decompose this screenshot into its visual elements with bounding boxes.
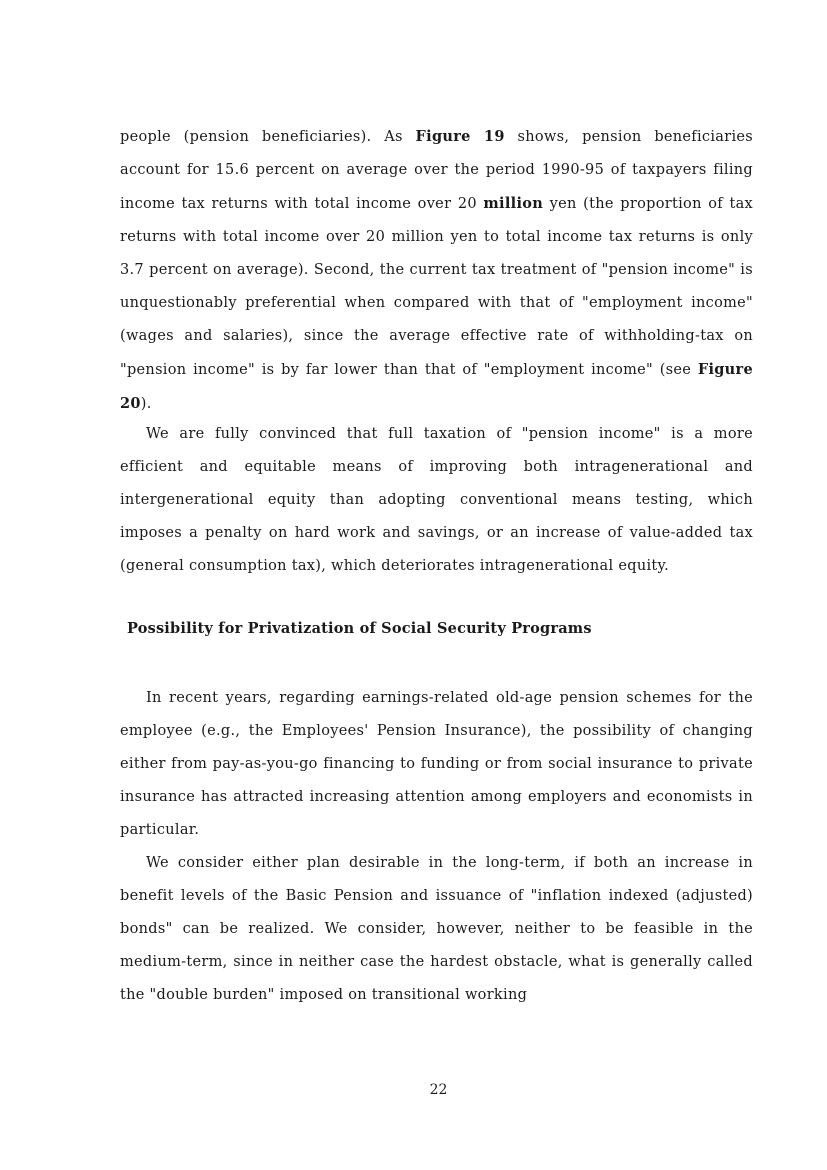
- figure-reference: Figure 19: [415, 128, 505, 145]
- figure-reference: Figure 20: [120, 361, 753, 412]
- page-number: 22: [429, 1082, 448, 1098]
- paragraph-text: yen (the proportion of tax returns with total income over 20 million yen to total income tax returns is only 3.7 percent on average). Second, the current tax treatment of "pension income" is unquestionably preferential when compared with that of "employment income" (wages and salaries), since the average effective rate of withholding-tax on "pension income" is by far lower than that of "employment income" (see: [120, 196, 753, 378]
- section-heading: Possibility for Privatization of Social Security Programs: [127, 620, 592, 637]
- paragraph-full-taxation: We are fully convinced that full taxation of "pension income" is a more efficient and equitable means of improving both intragenerational and intergenerational equity than adopting conventional means testing, which imposes a penalty on hard work and savings, or an increase of value-added tax (general consumption tax), which deteriorates intragenerational equity.: [120, 426, 753, 574]
- bold-term: million: [483, 195, 544, 212]
- paragraph-text: shows, pension beneficiaries account for 15.6 percent on average over the period 1990-95 of taxpayers filing income tax returns with total income over 20: [120, 129, 754, 212]
- paragraph-text: people (pension beneficiaries). As: [120, 129, 416, 145]
- paragraph-pension-beneficiaries: [120, 120, 753, 421]
- paragraph-text: ).: [140, 396, 152, 412]
- paragraph-either-plan: We consider either plan desirable in the long-term, if both an increase in benefit levels of the Basic Pension and issuance of "inflation indexed (adjusted) bonds" can be realized. We consider, however, neither to be feasible in the medium-term, since in neither case the hardest obstacle, what is generally called the "double burden" imposed on transitional working: [120, 855, 753, 1003]
- paragraph-recent-years: In recent years, regarding earnings-related old-age pension schemes for the employee (e.g., the Employees' Pension Insurance), the possibility of changing either from pay-as-you-go financing to funding or from social insurance to private insurance has attracted increasing attention among employers and economists in particular.: [120, 690, 753, 838]
